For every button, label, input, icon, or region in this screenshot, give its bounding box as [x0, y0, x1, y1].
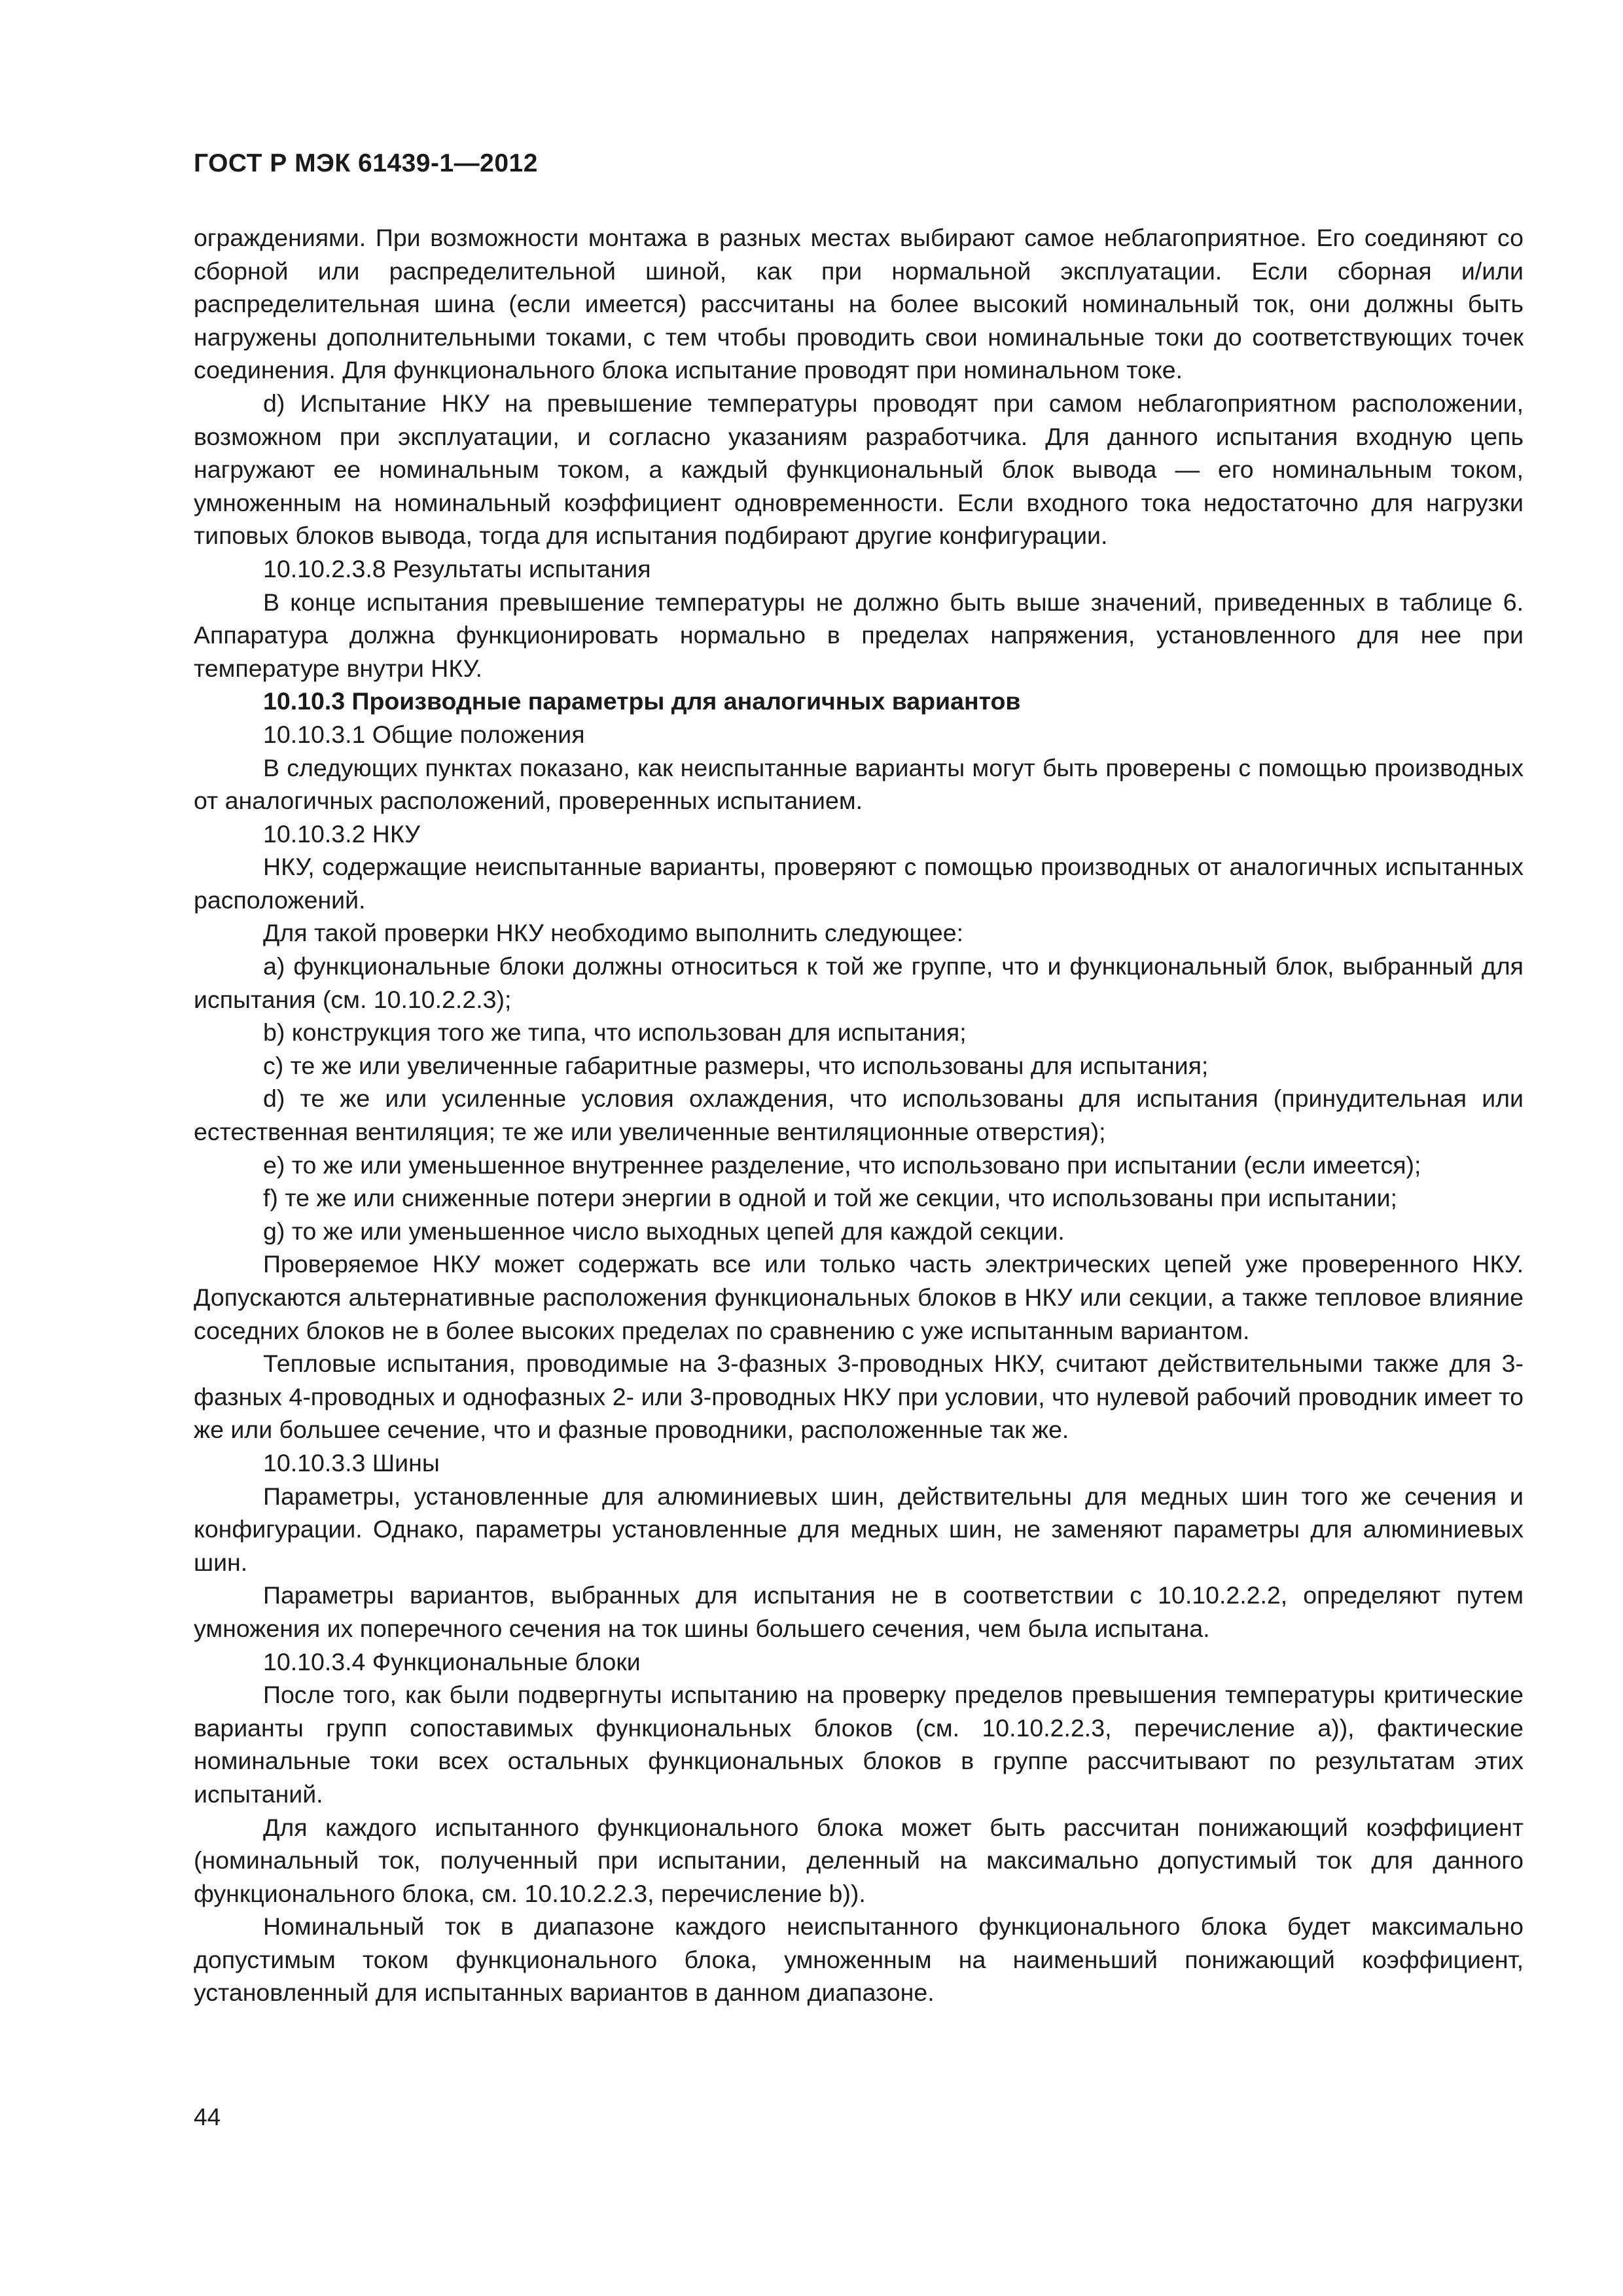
section-heading: 10.10.3.1 Общие положения: [263, 720, 585, 748]
paragraph: d) Испытание НКУ на превышение температуры проводят при самом неблагоприятном расположении, возможном при эксплуатации, и согласно указаниям разработчика. Для данного испытания входную цепь нагружают ее номинальным током, а каждый функциональный блок вывода — его номинальным током, умноженным на номинальный коэффициент одновременности. Если входного тока недостаточно для нагрузки типовых блоков вывода, тогда для испытания подбирают другие конфигурации.: [194, 389, 1524, 550]
list-item: с) те же или увеличенные габаритные размеры, что использованы для испытания;: [263, 1051, 1209, 1079]
list-item: b) конструкция того же типа, что использован для испытания;: [263, 1018, 967, 1047]
paragraph: НКУ, содержащие неиспытанные варианты, проверяют с помощью производных от аналогичных испытанных расположений.: [194, 853, 1524, 914]
list-item: е) то же или уменьшенное внутреннее разделение, что использовано при испытании (если имеется);: [263, 1151, 1421, 1179]
paragraph: Параметры, установленные для алюминиевых шин, действительны для медных шин того же сечения и конфигурации. Однако, параметры установленные для медных шин, не заменяют параметры для алюминиевых шин.: [194, 1482, 1524, 1576]
paragraph: В следующих пунктах показано, как неиспытанные варианты могут быть проверены с помощью производных от аналогичных расположений, проверенных испытанием.: [194, 753, 1524, 815]
paragraph: Тепловые испытания, проводимые на 3-фазных 3-проводных НКУ, считают действительными также для 3-фазных 4-проводных и однофазных 2- или 3-проводных НКУ при условии, что нулевой рабочий проводник имеет то же или большее сечение, что и фазные проводники, расположенные так же.: [194, 1350, 1524, 1444]
paragraph: Для каждого испытанного функционального блока может быть рассчитан понижающий коэффициент (номинальный ток, полученный при испытании, деленный на максимально допустимый ток для данного функционального блока, см. 10.10.2.2.3, перечисление b)).: [194, 1813, 1524, 1907]
page-number: 44: [194, 2104, 221, 2130]
list-item: d) те же или усиленные условия охлаждения, что использованы для испытания (принудительная или естественная вентиляция; те же или увеличенные вентиляционные отверстия);: [194, 1085, 1524, 1146]
paragraph: Для такой проверки НКУ необходимо выполнить следующее:: [263, 919, 964, 947]
section-heading: 10.10.3.3 Шины: [263, 1448, 440, 1477]
paragraph: Проверяемое НКУ может содержать все или только часть электрических цепей уже проверенного НКУ. Допускаются альтернативные расположения функциональных блоков в НКУ или секции, а также тепловое влияние соседних блоков не в более высоких пределах по сравнению с уже испытанным вариантом.: [194, 1250, 1524, 1344]
document-header: ГОСТ Р МЭК 61439-1—2012: [194, 149, 538, 177]
section-heading: 10.10.2.3.8 Результаты испытания: [263, 554, 651, 583]
paragraph: В конце испытания превышение температуры не должно быть выше значений, приведенных в таблице 6. Аппаратура должна функционировать нормально в пределах напряжения, установленного для нее при температуре внутри НКУ.: [194, 588, 1524, 682]
list-item: g) то же или уменьшенное число выходных цепей для каждой секции.: [263, 1217, 1065, 1245]
section-heading: 10.10.3.2 НКУ: [263, 819, 420, 848]
list-item: а) функциональные блоки должны относиться к той же группе, что и функциональный блок, выбранный для испытания (см. 10.10.2.2.3);: [194, 952, 1524, 1013]
list-item: f) те же или сниженные потери энергии в одной и той же секции, что использованы при испытании;: [263, 1184, 1397, 1212]
paragraph: Параметры вариантов, выбранных для испытания не в соответствии с 10.10.2.2.2, определяют путем умножения их поперечного сечения на ток шины большего сечения, чем была испытана.: [194, 1581, 1524, 1642]
section-heading: 10.10.3.4 Функциональные блоки: [263, 1647, 641, 1676]
paragraph: После того, как были подвергнуты испытанию на проверку пределов превышения температуры критические варианты групп сопоставимых функциональных блоков (см. 10.10.2.2.3, перечисление а)), фактические номинальные токи всех остальных функциональных блоков в группе рассчитывают по результатам этих испытаний.: [194, 1681, 1524, 1808]
document-body: [194, 221, 1524, 2009]
section-heading-bold: 10.10.3 Производные параметры для аналогичных вариантов: [263, 687, 1021, 715]
paragraph: Номинальный ток в диапазоне каждого неиспытанного функционального блока будет максимально допустимым током функционального блока, умноженным на наименьший понижающий коэффициент, установленный для испытанных вариантов в данном диапазоне.: [194, 1912, 1524, 2007]
paragraph: ограждениями. При возможности монтажа в разных местах выбирают самое неблагоприятное. Его соединяют со сборной или распределительной шиной, как при нормальной эксплуатации. Если сборная и/или распределительная шина (если имеется) рассчитаны на более высокий номинальный ток, они должны быть нагружены дополнительными токами, с тем чтобы проводить свои номинальные токи до соответствующих точек соединения. Для функционального блока испытание проводят при номинальном токе.: [194, 224, 1524, 384]
